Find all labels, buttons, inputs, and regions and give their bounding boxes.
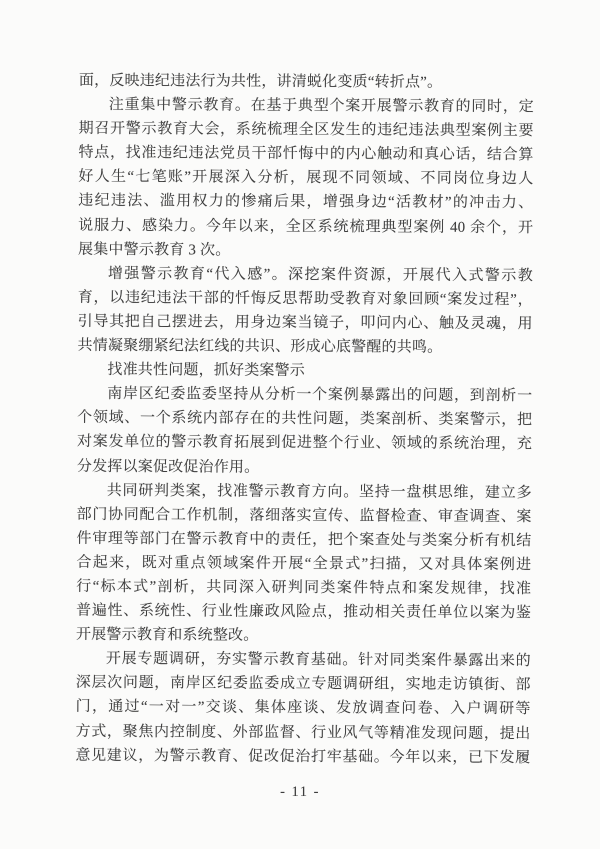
text-line: 注重集中警示教育。在基于典型个案开展警示教育的同时，定	[108, 97, 534, 116]
text-line: 个领域、一个系统内部存在的共性问题，类案剖析、类案警示，把	[77, 410, 533, 429]
text-line: 合起来，既对重点领域案件开展“全景式”扫描，又对具体案例进	[76, 554, 532, 574]
text-line: 对案发单位的警示教育拓展到促进整个行业、领域的系统治理，充	[77, 434, 533, 453]
text-line: 分发挥以案促改促治作用。	[76, 458, 260, 476]
text-line: 部门协同配合工作机制，落细落实宣传、监督检查、审查调查、案	[76, 506, 532, 525]
text-line: 增强警示教育“代入感”。深挖案件资源，开展代入式警示教	[107, 265, 533, 284]
text-line: 开展专题调研，夯实警示教育基础。针对同类案件暴露出来的	[105, 651, 531, 670]
text-line: 意见建议，为警示教育、促改促治打牢基础。今年以来，已下发履	[75, 747, 531, 766]
text-line: 件审理等部门在警示教育中的责任，把个案查处与类案分析有机结	[76, 530, 532, 549]
document-body	[75, 69, 534, 770]
text-line: 特点，找准违纪违法党员干部忏悔中的内心触动和真心话，结合算	[78, 145, 534, 164]
text-line: 好人生“七笔账”开展深入分析，展现不同领域、不同岗位身边人	[78, 169, 534, 188]
text-line: 方式，聚焦内控制度、外部监督、行业风气等精准发现问题，提出	[75, 723, 531, 742]
text-line: 共情凝聚绷紧纪法红线的共识、形成心底警醒的共鸣。	[77, 337, 443, 356]
text-line: 违纪违法、滥用权力的惨痛后果，增强身边“活教材”的冲击力、	[78, 193, 534, 212]
text-line: 南岸区纪委监委坚持从分析一个案例暴露出的问题，到剖析一	[107, 386, 533, 405]
text-line: 期召开警示教育大会，系统梳理全区发生的违纪违法典型案例主要	[78, 120, 534, 140]
text-line: 引导其把自己摆进去，用身边案当镜子，叩问内心、触及灵魂，用	[77, 313, 533, 333]
text-line: 开展警示教育和系统整改。	[75, 626, 259, 644]
page-number: - 11 -	[280, 784, 320, 800]
text-line: 普遍性、系统性、行业性廉政风险点，推动相关责任单位以案为鉴	[76, 602, 532, 622]
text-line: 展集中警示教育 3 次。	[78, 241, 231, 259]
text-line: 深层次问题，南岸区纪委监委成立专题调研组，实地走访镇街、部	[75, 675, 531, 694]
text-line: 门，通过“一对一”交谈、集体座谈、发放调查问卷、入户调研等	[75, 699, 531, 718]
text-line: 行“标本式”剖析，共同深入研判同类案件特点和案发规律，找准	[76, 578, 532, 598]
text-line: 育，以违纪违法干部的忏悔反思帮助受教育对象回顾“案发过程”，	[77, 289, 533, 309]
text-line: 面，反映违纪违法行为共性，讲清蜕化变质“转折点”。	[78, 72, 443, 91]
text-line: 共同研判类案，找准警示教育方向。坚持一盘棋思维，建立多	[106, 482, 532, 501]
text-line: 找准共性问题，抓好类案警示	[107, 362, 306, 380]
text-line: 说服力、感染力。今年以来，全区系统梳理典型案例 40 余个，开	[78, 217, 534, 236]
